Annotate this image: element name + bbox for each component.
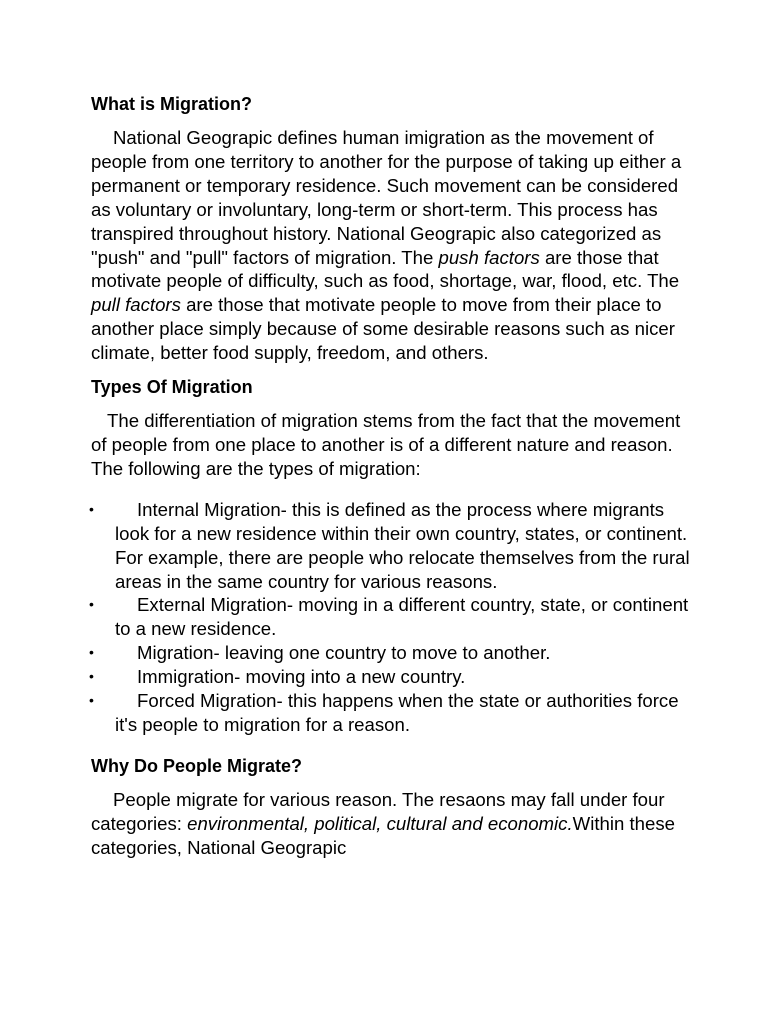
paragraph-why-migrate <box>91 788 691 860</box>
list-item-text: Forced Migration- this happens when the state or authorities force it's people to migration for a reason. <box>115 690 679 735</box>
heading-why-do-people-migrate: Why Do People Migrate? <box>91 755 303 776</box>
push-factors-term: push factors <box>438 246 540 268</box>
paragraph-text: are those that motivate people of difficulty, such as food, shortage, war, flood, etc. The <box>91 246 680 292</box>
paragraph-text: are those that motivate people to move from their place to another place simply because of some desirable reasons such as nicer climate, better food supply, freedom, and others. <box>91 294 675 364</box>
list-item <box>91 593 691 641</box>
bullet-icon: • <box>89 692 94 709</box>
list-item-text: External Migration- moving in a different country, state, or continent to a new residence. <box>115 594 689 640</box>
pull-factors-term: pull factors <box>91 294 181 316</box>
paragraph-text: Within these categories, National Geograpic <box>91 812 675 858</box>
paragraph-text: National Geograpic defines human imigration as the movement of people from one territory to another for the purpose of taking up either a permanent or temporary residence. Such movement can be considered as voluntary or involuntary, long-term or short-term. This process has transpired throughout history. National Geograpic also categorized as "push" and "pull" factors of migration. The <box>91 127 682 268</box>
list-item-text: Migration- leaving one country to move to another. <box>137 642 551 664</box>
paragraph-text: People migrate for various reason. The resaons may fall under four categories: <box>91 788 665 834</box>
paragraph-migration-definition <box>91 126 691 365</box>
document-page <box>91 92 691 860</box>
heading-types-of-migration: Types Of Migration <box>91 377 253 398</box>
list-item <box>91 641 691 665</box>
list-item-text: Immigration- moving into a new country. <box>137 666 466 688</box>
bullet-icon: • <box>89 596 94 613</box>
list-item-text: Internal Migration- this is defined as the process where migrants look for a new residence within their own country, states, or continent. For example, there are people who relocate themselves from the rural areas in the same country for various reasons. <box>115 498 690 592</box>
migration-types-list <box>91 498 691 737</box>
list-item <box>91 689 691 737</box>
categories-italic: environmental, political, cultural and economic. <box>187 812 573 834</box>
list-item <box>91 665 691 689</box>
list-item <box>91 498 691 594</box>
bullet-icon: • <box>89 644 94 661</box>
bullet-icon: • <box>89 500 94 517</box>
paragraph-types-intro: The differentiation of migration stems from the fact that the movement of people from one place to another is of a different nature and reason. The following are the types of migration: <box>91 410 681 479</box>
bullet-icon: • <box>89 668 94 685</box>
heading-what-is-migration: What is Migration? <box>91 94 252 114</box>
